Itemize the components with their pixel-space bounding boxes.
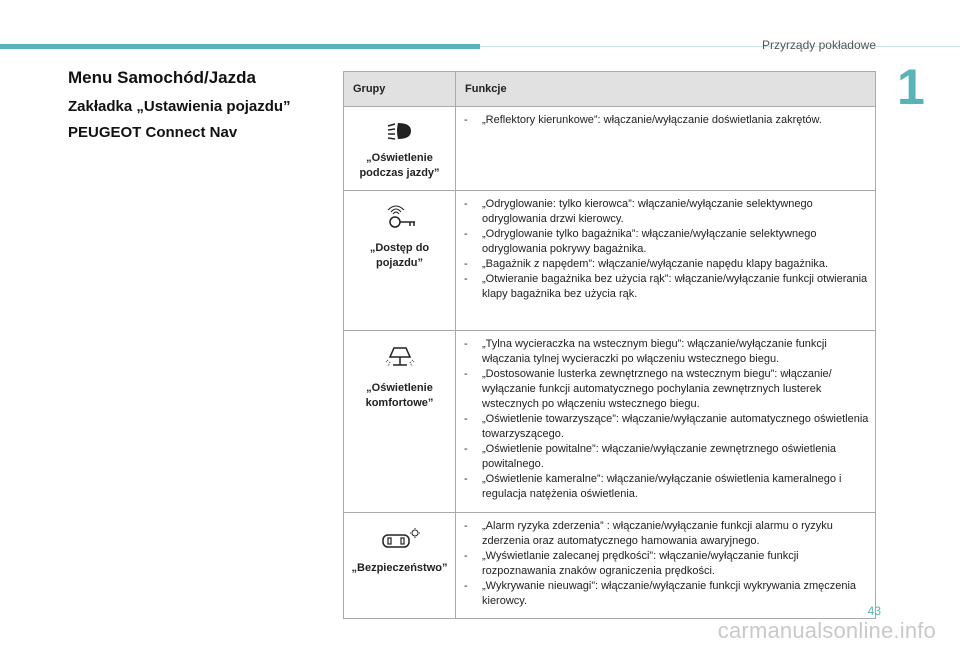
functions-column-header: Funkcje bbox=[456, 72, 876, 107]
function-item: - „Tylna wycieraczka na wstecznym biegu”: włączanie/wyłączanie funkcji włączania tylnej wycieraczki po włączeniu wstecznego biegu. bbox=[464, 337, 869, 367]
table-row bbox=[344, 107, 876, 191]
table-row bbox=[344, 331, 876, 513]
function-item: - „Bagażnik z napędem”: włączanie/wyłączanie napędu klapy bagażnika. bbox=[464, 257, 869, 272]
function-item: - „Odryglowanie: tylko kierowca”: włączanie/wyłączanie selektywnego odryglowania drzwi kierowcy. bbox=[464, 197, 869, 227]
section-header: Przyrządy pokładowe bbox=[761, 38, 876, 52]
group-label: „Bezpieczeństwo” bbox=[351, 562, 448, 574]
function-item: - „Wykrywanie nieuwagi”: włączanie/wyłączanie funkcji wykrywania zmęczenia kierowcy. bbox=[464, 579, 869, 609]
group-label: „Oświetlenie komfortowe” bbox=[365, 382, 434, 409]
function-item: - „Dostosowanie lusterka zewnętrznego na wstecznym biegu”: włączanie/ wyłączanie funkcji automatycznego pochylania zewnętrznych lusterek wstecznych po włączeniu wstecznego biegu. bbox=[464, 367, 869, 412]
table-header-row bbox=[344, 72, 876, 107]
functions-cell bbox=[456, 107, 876, 191]
table-row bbox=[344, 191, 876, 331]
watermark: carmanualsonline.info bbox=[717, 618, 936, 643]
group-cell bbox=[344, 191, 456, 331]
header-rule bbox=[480, 46, 960, 47]
header-accent-bar bbox=[0, 44, 480, 49]
car-safety-icon bbox=[379, 527, 421, 551]
tab-subtitle: Zakładka „Ustawienia pojazdu” bbox=[68, 98, 291, 115]
group-cell bbox=[344, 107, 456, 191]
chapter-number: 1 bbox=[897, 59, 925, 115]
function-item: - „Reflektory kierunkowe”: włączanie/wyłączanie doświetlania zakrętów. bbox=[464, 113, 869, 128]
group-cell bbox=[344, 331, 456, 513]
group-label: „Dostęp do pojazdu” bbox=[369, 242, 430, 269]
function-item: - „Otwieranie bagażnika bez użycia rąk”: włączanie/wyłączanie funkcji otwierania klapy bagażnika bez użycia rąk. bbox=[464, 272, 869, 302]
key-icon bbox=[383, 205, 417, 231]
functions-table bbox=[343, 71, 876, 619]
page-number: 43 bbox=[867, 604, 881, 618]
function-item: - „Odryglowanie tylko bagażnika”: włączanie/wyłączanie selektywnego odryglowania pokrywy bagażnika. bbox=[464, 227, 869, 257]
function-item: - „Oświetlenie towarzyszące”: włączanie/wyłączanie automatycznego oświetlenia towarzyszącego. bbox=[464, 412, 869, 442]
function-item: - „Oświetlenie kameralne”: włączanie/wyłączanie oświetlenia kameralnego i regulacja natężenia oświetlenia. bbox=[464, 472, 869, 502]
function-item: - „Wyświetlanie zalecanej prędkości”: włączanie/wyłączanie funkcji rozpoznawania znaków ograniczenia prędkości. bbox=[464, 549, 869, 579]
table-row bbox=[344, 513, 876, 619]
group-column-header: Grupy bbox=[344, 72, 456, 107]
functions-cell bbox=[456, 513, 876, 619]
functions-cell bbox=[456, 331, 876, 513]
headlight-icon bbox=[387, 121, 413, 141]
ambient-light-icon bbox=[385, 345, 415, 371]
system-subtitle: PEUGEOT Connect Nav bbox=[68, 124, 238, 141]
group-cell bbox=[344, 513, 456, 619]
function-item: - „Alarm ryzyka zderzenia” : włączanie/wyłączanie funkcji alarmu o ryzyku zderzenia oraz automatycznego hamowania awaryjnego. bbox=[464, 519, 869, 549]
page-title: Menu Samochód/Jazda bbox=[68, 68, 256, 87]
group-label: „Oświetlenie podczas jazdy” bbox=[359, 152, 440, 179]
functions-cell bbox=[456, 191, 876, 331]
function-item: - „Oświetlenie powitalne”: włączanie/wyłączanie zewnętrznego oświetlenia powitalnego. bbox=[464, 442, 869, 472]
